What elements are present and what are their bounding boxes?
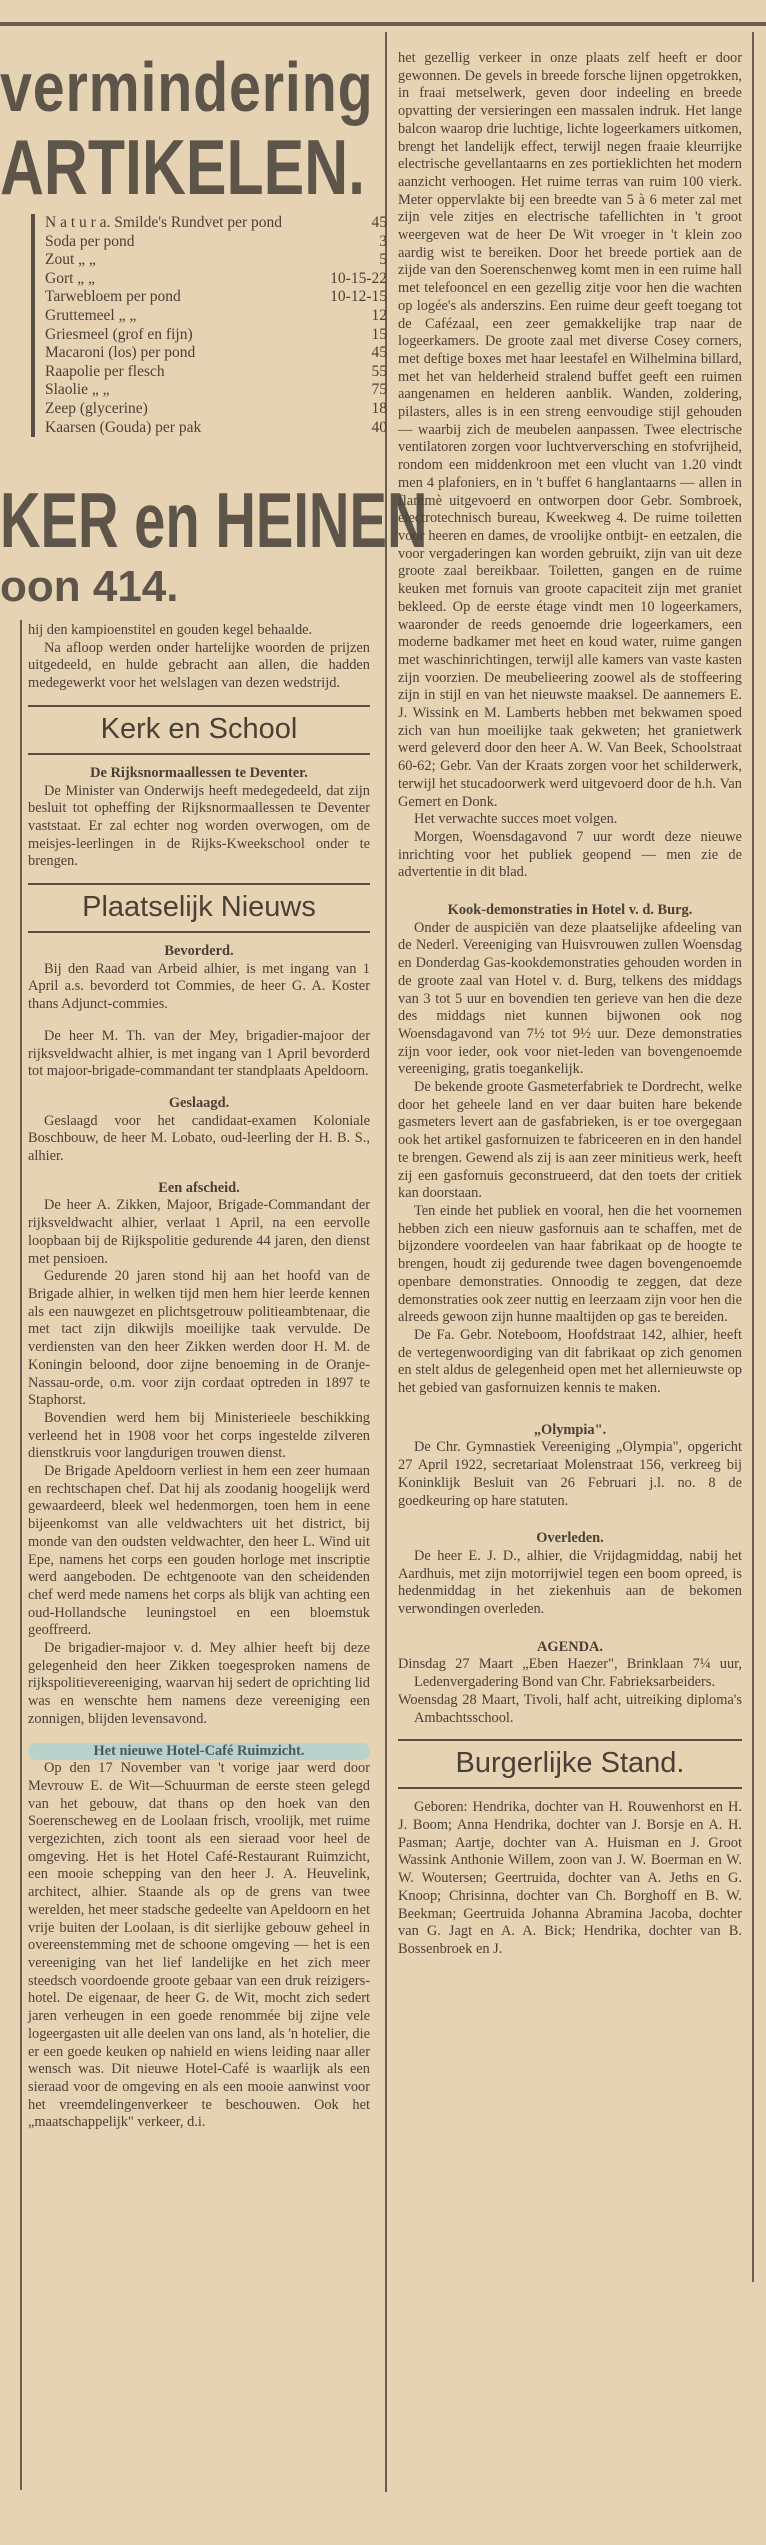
paragraph: Na afloop werden onder hartelijke woorden de prijzen uitgedeeld, en hulde gebracht aan allen, die hadden medegewerkt voor het welslagen van dezen wedstrijd. [28,639,370,692]
paragraph: het gezellig verkeer in onze plaats zelf heeft er door gewonnen. De gevels in breede forsche lijnen opgetrokken, in fraai metselwerk, geven door indeeling en breede opvatting der versieringen een massalen indruk. Het lange balcon waarop drie luchtige, lichte logeerkamers uitkomen, brengt het landelijk effect, terwijl negen fraaie kleurrijke electrische gevellantaarns en zes portieklichten het modern aanzicht verhoogen. Het ruime terras van ruim 100 vierk. Meter oppervlakte bij een breedte van 5 à 6 meter zal met zijn vele zitjes en electrische tafellichten in 't groot weergeven wat de heer De Wit vroeger in 't klein zoo aardig wist te bereiken. Door het breede portiek aan de zijde van den Soerenschenweg komt men in een ruime hall met telefooncel en een gezellig zitje voor hen die wachten op logée's als anderszins. Een ruime deur geeft toegang tot de Cafézaal, een zeer gemakkelijke trap naar de logeerkamers. De groote zaal met diverse Cosey corners, met deftige boxes met haar leestafel en Wilhelmina billard, met het van helderheid stralend buffet geeft een ruimen aangenamen en helderen aanblik. Wanden, zoldering, pilasters, alles is in een streng eenvoudige stijl gehouden — waarbij zich de meubelen aanpassen. Twee electrische ventilatoren zorgen voor luchtverversching en stofvrijheid, rondom een middenkroon met een vlucht van 1.20 vindt men 4 plafoniers, en in 't buffet 6 hanglantaarns — allen in flammè uitgevoerd en ontworpen door Gebr. Sombroek, electrotechnisch bureau, Kweekweg 4. De ruime toiletten voor heeren en dames, de vroolijke ontbijt- en eetzalen, die voor vergaderingen kan worden gebruikt, zijn van uit deze groote zaal bereikbaar. Toiletten, gangen en de ruime keuken met fornuis van groote capaciteit zijn met graniet bekleed. Op de eerste étage vindt men 10 logeerkamers, waaronder de reeds genoemde drie logeerkamers, een moderne badkamer met heet en koud water, ruime gangen met waschinrichtingen, terwijl alle kamers van vaste kasten zijn voorzien. De meubelieering zoowel als de stoffeering zijn in stijl en van het nieuwste maaksel. De aannemers E. J. Wissink en M. Lamberts hebben met bekwamen spoed zich van hun moeilijke taak gekweten; het granietwerk werd geleverd door den heer A. W. Van Beek, Schoolstraat 60-62; Gebr. Van der Kraats zorgen voor het schilderwerk, terwijl het stucadoorwerk werd uitgevoerd door de h.h. Van Gemert en Donk. [398,50,742,810]
ad-brand: KER en HEINEN [0,476,428,564]
price-value: 45 [371,344,387,362]
article-title: Een afscheid. [158,1179,240,1196]
paragraph: De Fa. Gebr. Noteboom, Hoofdstraat 142, alhier, heeft de vertegenwoordiging van dit fabrikaat op zich genomen en stelt aldus de gelegenheid open met het allernieuwste op het gebied van gasfornuizen kennis te maken. [398,1326,742,1397]
price-row [45,270,387,289]
section-heading-kerk-en-school: Kerk en School [28,705,370,755]
price-value: 10-15-22 [330,269,387,287]
price-row [45,344,387,363]
price-list [31,214,387,437]
paragraph: hij den kampioenstitel en gouden kegel behaalde. [28,622,313,638]
ad-headline-2: ARTIKELEN. [0,123,366,211]
section-heading-plaatselijk-nieuws: Plaatselijk Nieuws [28,883,370,933]
price-item: Gruttemeel „ „ [45,306,137,324]
paragraph: Ten einde het publiek en vooral, hen die het voornemen hebben zich een nieuw gasfornuis aan te schaffen, met de bijzondere voordeelen van haar fabrikaat op de hoogte te brengen, houdt zij gedurende twee dagen bovengenoemde openbare demonstraties. Onnoodig te zeggen, dat deze demonstraties ook zeer nuttig en leerzaam zijn voor hen die alreeds gewoon zijn hunne maaltijden op gas te bereiden. [398,1203,742,1326]
paragraph: De Minister van Onderwijs heeft medegedeeld, dat zijn besluit tot opheffing der Rijksnormaallessen te Deventer vaststaat. Er zal echter nog worden overwogen, om de meisjes-leerlingen in de Rijks-Kweekschool onder te brengen. [28,782,370,870]
price-row [45,363,387,382]
price-value: 18 [371,399,387,417]
left-articles [28,622,370,2132]
paragraph: Morgen, Woensdagavond 7 uur wordt deze nieuwe inrichting voor het publiek geopend — men zie de advertentie in dit blad. [398,828,742,881]
column-divider-left [20,620,22,2490]
price-value: 55 [371,362,387,380]
price-item: Soda per pond [45,232,135,250]
price-row [45,288,387,307]
price-row [45,307,387,326]
paragraph: De Chr. Gymnastiek Vereeniging „Olympia", opgericht 27 April 1922, secretariaat Molenstraat 156, verkreeg bij Koninklijk Besluit van 26 Februari j.l. no. 8 de goedkeuring op hare statuten. [398,1439,742,1509]
paragraph: De heer A. Zikken, Majoor, Brigade-Commandant der rijksveldwacht alhier, verlaat 1 April, na een eervolle loopbaan bij de Rijkspolitie gedurende 44 jaren, den dienst met pensioen. [28,1197,370,1267]
price-value: 15 [371,325,387,343]
price-value: 3 [379,232,387,250]
paragraph: Bij den Raad van Arbeid alhier, is met ingang van 1 April a.s. bevorderd tot Commies, de heer G. A. Koster thans Adjunct-commies. [28,960,370,1013]
price-row [45,326,387,345]
paragraph: Geboren: Hendrika, dochter van H. Rouwenhorst en H. J. Boom; Anna Hendrika, dochter van J. Borsje en A. H. Pasman; Aartje, dochter van A. Huisman en J. Groot Wassink Anthonie Willem, zoon van J. W. Boerman en W. W. Woutersen; Geertruida, dochter van A. Jeths en G. Knoop; Chrisinna, dochter van Ch. Borghoff en B. W. Beekman; Geertruida Johanna Abramina Jacoba, dochter van G. Jagt en A. A. Bick; Hendrika, dochter van B. Bossenbroek en J. [398,1799,742,1957]
price-row [45,214,387,233]
price-value: 40 [371,418,387,436]
paragraph: De bekende groote Gasmeterfabriek te Dordrecht, welke door het geheele land en ver daar buiten hare bekende gasmeters levert aan de gasfabrieken, is er toe overgegaan ook het artikel gasfornuizen te fabriceeren en in den handel te brengen. Gewend als zij is aan zeer minitieus werk, heeft zij een gasfornuis geconstrueerd, dat den toets der critiek kan doorstaan. [398,1079,742,1202]
paragraph: Geslaagd voor het candidaat-examen Koloniale Boschbouw, de heer M. Lobato, oud-leerling der H. B. S., alhier. [28,1112,370,1165]
price-item: Tarwebloem per pond [45,288,181,306]
paragraph: De heer E. J. D., alhier, die Vrijdagmiddag, nabij het Aardhuis, met zijn motorrijwiel tegen een boom opreed, is hedenmiddag in het ziekenhuis aan de bekomen verwondingen overleden. [398,1547,742,1618]
price-item: Raapolie per flesch [45,362,165,380]
price-item: Gort „ „ [45,269,95,287]
article-title: Bevorderd. [164,943,234,960]
price-value: 75 [371,381,387,399]
article-title: „Olympia". [533,1421,607,1438]
agenda-title: AGENDA. [537,1638,603,1655]
ad-phone: oon 414. [0,562,179,611]
right-column [398,50,742,1959]
price-value: 12 [371,306,387,324]
paragraph: Onder de auspiciën van deze plaatselijke afdeeling van de Nederl. Vereeniging van Huisvrouwen zullen Woensdag en Donderdag Gas-kookdemonstraties gehouden worden in de groote zaal van Hotel v. d. Burg, telkens des middags van 3 tot 5 uur en bovendien ten gerieve van hen die deze des middags niet kunnen bijwonen ook nog Woensdagavond van 7½ tot 9½ uur. Deze demonstraties zijn voor ieder, ook voor niet-leden van bovengenoemde vereeniging, gratis toegankelijk. [398,919,742,1078]
agenda-item: Dinsdag 27 Maart „Eben Haezer", Brinklaan 7¼ uur, Ledenvergadering Bond van Chr. Fabrieksarbeiders. [398,1656,742,1691]
price-item: Slaolie „ „ [45,381,110,399]
price-row [45,400,387,419]
price-value: 5 [379,251,387,269]
section-heading-burgerlijke-stand: Burgerlijke Stand. [398,1739,742,1789]
price-value: 10-12-15 [330,288,387,306]
price-item: Griesmeel (grof en fijn) [45,325,193,343]
agenda-item: Woensdag 28 Maart, Tivoli, half acht, uitreiking diploma's Ambachtsschool. [398,1691,742,1726]
paragraph: De Brigade Apeldoorn verliest in hem een zeer humaan en rechtschapen chef. Dat hij als zoodanig hoogelijk werd gewaardeerd, bleek wel hedenmorgen, toen hem in eene bijeenkomst van alle veldwachters uit het district, bij monde van den oudsten veldwachter, den heer L. Wind uit Epe, namens het corps een gouden horloge met inscriptie werd aangeboden. De echtgenoote van den scheidenden chef werd mede namens het corps als blijk van achting een oud-Hollandsche leuningstoel en een bloemstuk geoffreerd. [28,1463,370,1639]
price-row [45,419,387,438]
price-item: Zout „ „ [45,251,96,269]
price-row [45,233,387,252]
paragraph: De brigadier-majoor v. d. Mey alhier heeft bij deze gelegenheid den heer Zikken toegesproken namens de rijkspolitievereeniging, waarvan hij sedert de oprichting lid was en wenschte hem namens deze vereeniging een zonnigen, blijden levensavond. [28,1640,370,1727]
article-title: Geslaagd. [168,1094,230,1111]
paragraph: Op den 17 November van 't vorige jaar werd door Mevrouw E. de Wit—Schuurman de eerste steen gelegd van het gebouw, dat thans op den hoek van den Soerenscheweg en de Loolaan frisch, vroolijk, met ruime vergezichten, zich toont als een sieraad voor heel de omgeving. Het is het Hotel Café-Restaurant Ruimzicht, een mooie schepping van den heer J. A. Heuvelink, architect, alhier. Staande als op de grens van twee werelden, het meer stadsche gedeelte van Apeldoorn en het vrije buiten der Loolaan, is dit sierlijke gebouw geheel in overeenstemming met de schoone omgeving — het is een vereeniging van het lief landelijke en het zich meer steedsch voordoende groote gebaar van een druk reizigers-hotel. De eigenaar, de heer G. de Wit, mocht zich sedert jaren verheugen in een goede renommée bij zijne vele logeergasten uit alle deelen van ons land, als 'n hotelier, die er een goede keuken op nahield en wiens leiding naar aller wensch was. Dit nieuwe Hotel-Café is waarlijk als een sieraad voor de omgeving en als een mooie aanwinst voor het vreemdelingenverkeer te beschouwen. Ook het „maatschappelijk" verkeer, d.i. [28,1760,370,2131]
price-item: N a t u r a. Smilde's Rundvet per pond [45,214,282,231]
top-rule [0,22,766,26]
price-value: 45 [371,214,387,231]
price-row [45,381,387,400]
paragraph: De heer M. Th. van der Mey, brigadier-majoor der rijksveldwacht alhier, is met ingang van 1 April bevorderd tot majoor-brigade-commandant ter standplaats Apeldoorn. [28,1027,370,1080]
price-item: Zeep (glycerine) [45,399,148,417]
article-title: De Rijksnormaallessen te Deventer. [90,764,308,781]
agenda-list [398,1656,742,1727]
price-row [45,251,387,270]
paragraph: Het verwachte succes moet volgen. [414,811,618,828]
article-title: Kook-demonstraties in Hotel v. d. Burg. [447,902,693,919]
ad-headline-1: vermindering [0,48,374,126]
article-title-highlighted: Het nieuwe Hotel-Café Ruimzicht. [28,1743,370,1761]
article-title: Overleden. [536,1530,604,1547]
price-item: Macaroni (los) per pond [45,344,196,362]
paragraph: Bovendien werd hem bij Ministerieele beschikking verleend het in 1908 voor het corps ingestelde zilveren dienstkruis voor langdurigen trouwen dienst. [28,1409,370,1462]
paragraph: Gedurende 20 jaren stond hij aan het hoofd van de Brigade alhier, in welken tijd men hem hier leerde kennen als een nauwgezet en plichtsgetrouw politieambtenaar, die met tact zijn dikwijls moeilijke taak vervulde. De verdiensten van den heer Zikken werden door H. M. de Koningin beloond, door zijne benoeming in de Oranje-Nassau-orde, o.m. voor zijn cordaat optreden in 1897 te Staphorst. [28,1268,370,1409]
column-divider-right [752,32,754,2282]
price-item: Kaarsen (Gouda) per pak [45,418,202,436]
